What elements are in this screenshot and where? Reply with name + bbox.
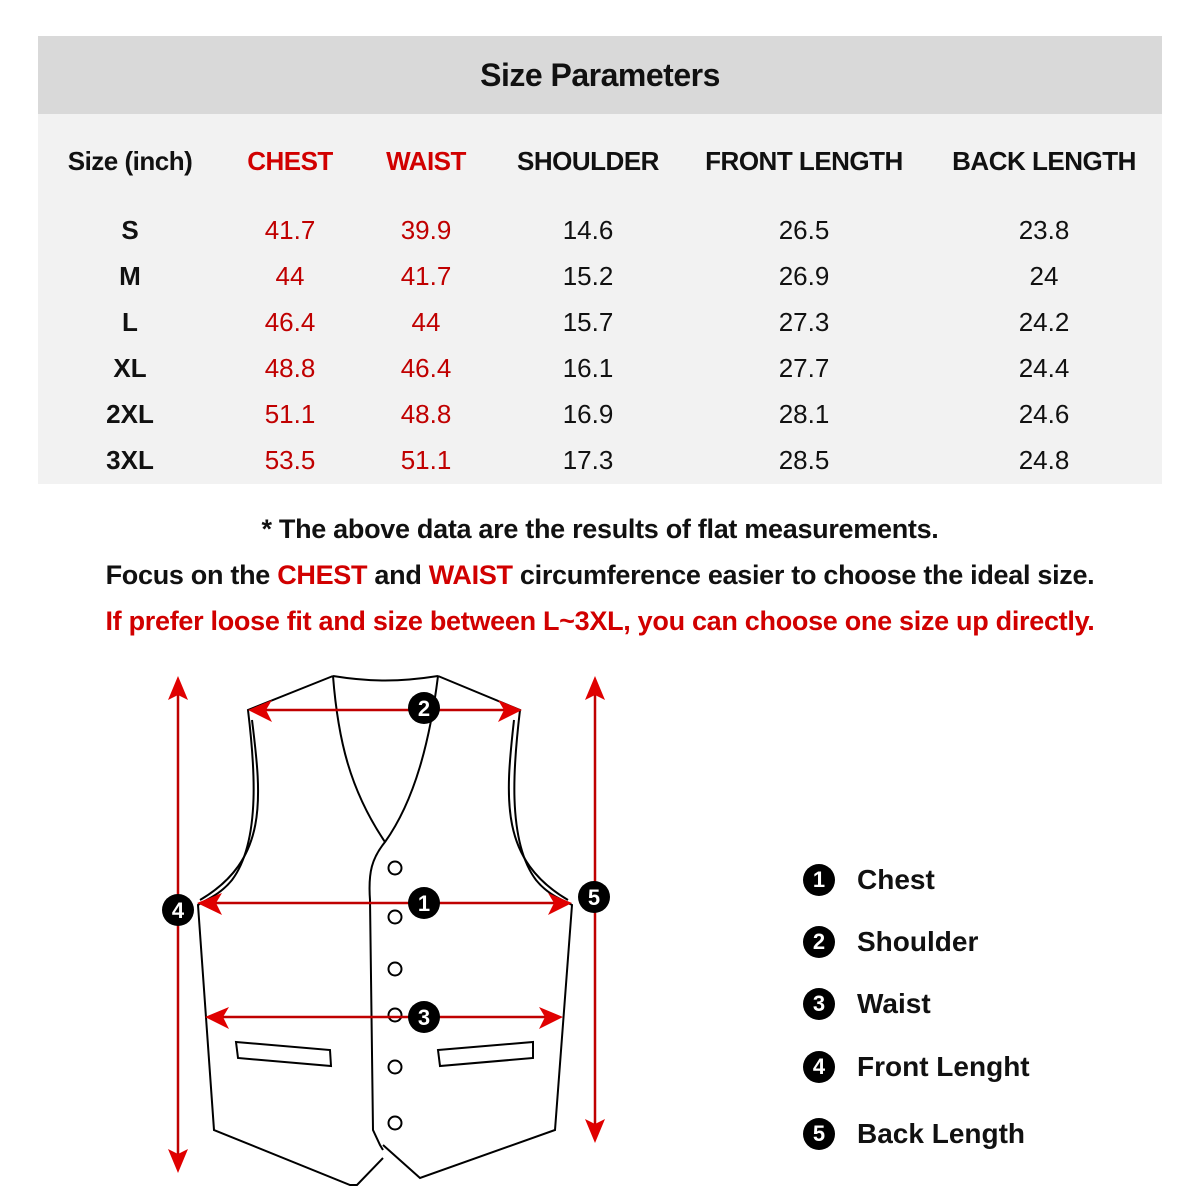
legend-item-shoulder [803,924,978,960]
svg-text:3: 3 [417,1005,431,1030]
legend-label: Front Lenght [857,1051,1030,1082]
legend-item-waist [803,986,931,1022]
diagram-markers [162,692,610,1033]
svg-text:2: 2 [417,696,431,721]
cell-chest: 46.4 [264,307,316,337]
number-4-icon: 4 [803,1051,835,1083]
note-focus-chest-waist [0,560,1200,591]
table-row [38,348,1162,388]
header-size: Size (inch) [67,146,193,176]
cell-waist: 46.4 [400,353,452,383]
note-chest-highlight: CHEST [277,560,368,590]
note-text: and [367,560,429,590]
cell-waist: 48.8 [400,399,452,429]
legend-label: Shoulder [857,926,979,957]
cell-size: L [122,307,138,337]
cell-shoulder: 15.7 [562,307,614,337]
cell-shoulder: 15.2 [562,261,614,291]
marker-2-icon [408,692,440,724]
note-size-up-advice: If prefer loose fit and size between L~3XL, you can choose one size up directly. [105,606,1095,636]
marker-5-icon [578,881,610,913]
cell-chest: 41.7 [264,215,316,245]
arrowheads [168,676,605,1173]
svg-text:1: 1 [417,891,431,916]
cell-front-length: 26.9 [778,261,830,291]
cell-size: XL [113,353,147,383]
vest-measurement-diagram [150,660,630,1190]
cell-back-length: 24.4 [1018,353,1070,383]
legend-label: Back Length [857,1118,1026,1149]
cell-waist: 41.7 [400,261,452,291]
cell-size: S [121,215,139,245]
note-waist-highlight: WAIST [428,560,513,590]
cell-front-length: 27.3 [778,307,830,337]
header-front-length: FRONT LENGTH [705,146,903,176]
size-table [38,36,1162,484]
cell-shoulder: 16.9 [562,399,614,429]
cell-shoulder: 14.6 [562,215,614,245]
number-3-icon: 3 [803,988,835,1020]
cell-front-length: 26.5 [778,215,830,245]
vest-outline-icon [198,676,572,1185]
table-header-row [38,141,1162,181]
cell-back-length: 24.6 [1018,399,1070,429]
marker-1-icon [408,887,440,919]
number-5-icon: 5 [803,1118,835,1150]
cell-back-length: 24 [1029,261,1059,291]
cell-back-length: 23.8 [1018,215,1070,245]
cell-back-length: 24.8 [1018,445,1070,475]
header-back-length: BACK LENGTH [952,146,1136,176]
svg-text:5: 5 [587,885,601,910]
cell-chest: 44 [275,261,305,291]
cell-waist: 51.1 [400,445,452,475]
table-row [38,210,1162,250]
cell-size: M [119,261,141,291]
note-flat-measurement: * The above data are the results of flat measurements. [261,514,939,544]
number-2-icon: 2 [803,926,835,958]
cell-front-length: 27.7 [778,353,830,383]
header-waist: WAIST [386,146,466,176]
cell-size: 3XL [106,445,154,475]
legend-item-back-length [803,1116,1025,1152]
note-text: circumference easier to choose the ideal size. [512,560,1095,590]
cell-chest: 53.5 [264,445,316,475]
cell-chest: 48.8 [264,353,316,383]
table-row [38,394,1162,434]
legend-item-chest [803,862,935,898]
svg-text:4: 4 [171,898,185,923]
table-title: Size Parameters [38,36,1162,114]
cell-shoulder: 17.3 [562,445,614,475]
header-shoulder: SHOULDER [517,146,659,176]
header-chest: CHEST [247,146,333,176]
legend-item-front-length [803,1049,1030,1085]
cell-waist: 39.9 [400,215,452,245]
table-row [38,302,1162,342]
table-row [38,440,1162,480]
cell-front-length: 28.1 [778,399,830,429]
cell-back-length: 24.2 [1018,307,1070,337]
cell-shoulder: 16.1 [562,353,614,383]
measurement-arrows [178,690,595,1160]
table-row [38,256,1162,296]
cell-chest: 51.1 [264,399,316,429]
cell-front-length: 28.5 [778,445,830,475]
marker-4-icon [162,894,194,926]
cell-waist: 44 [411,307,441,337]
marker-3-icon [408,1001,440,1033]
cell-size: 2XL [106,399,154,429]
note-text: Focus on the [105,560,278,590]
legend-label: Waist [857,988,931,1019]
legend-label: Chest [857,864,935,895]
number-1-icon: 1 [803,864,835,896]
